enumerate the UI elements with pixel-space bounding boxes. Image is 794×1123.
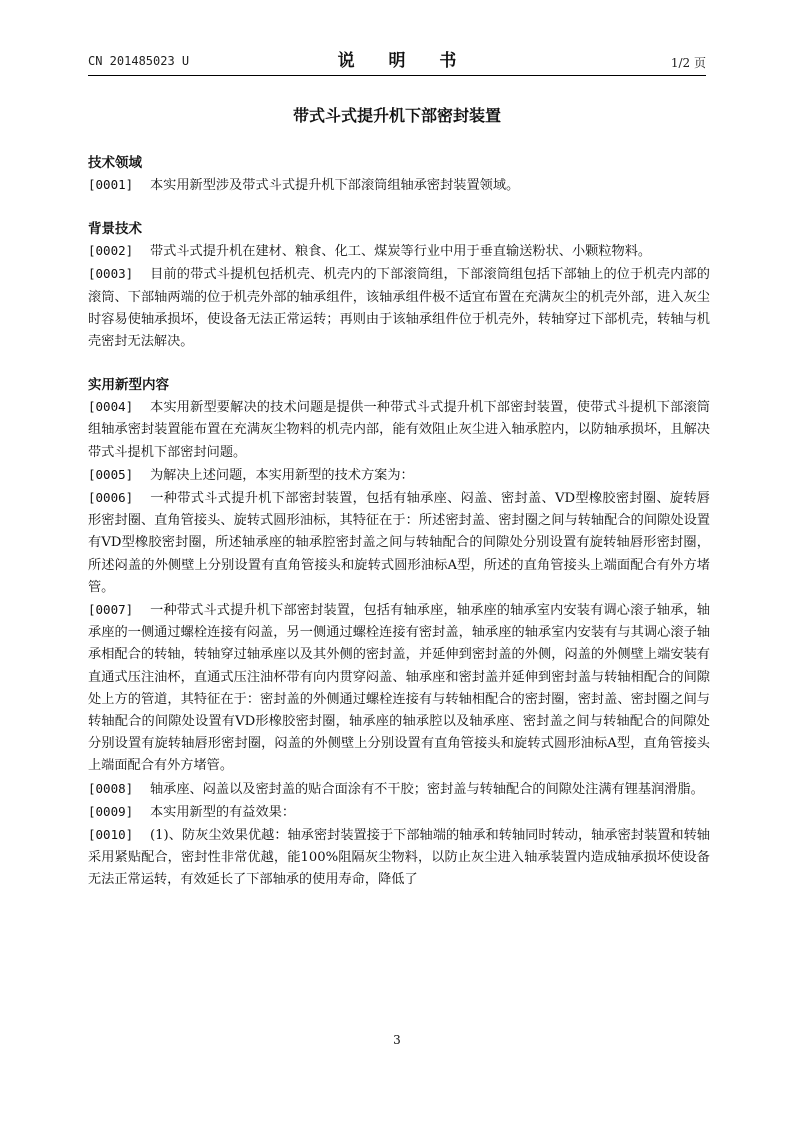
page-header xyxy=(88,46,706,72)
paragraph-id: [0003] xyxy=(88,266,134,282)
paragraph-id: [0006] xyxy=(88,490,134,506)
paragraph-text: 一种带式斗式提升机下部密封装置，包括有轴承座，轴承座的轴承室内安装有调心滚子轴承，轴承座的一侧通过螺栓连接有闷盖，另一侧通过螺栓连接有密封盖，轴承座的轴承室内安装有与其调心滚子轴承相配合的转轴，转轴穿过轴承座以及其外侧的密封盖，并延伸到密封盖的外侧，闷盖的外侧壁上端安装有直通式压注油杯，直通式压注油杯带有向内贯穿闷盖、轴承座和密封盖并延伸到密封盖与转轴相配合的间隙处上方的管道，其特征在于：密封盖的外侧通过螺栓连接有与转轴相配合的密封圈，密封盖、密封圈之间与转轴配合的间隙处设置有VD形橡胶密封圈，轴承座的轴承腔以及轴承座、密封盖之间与转轴配合的间隙处分别设置有旋转轴唇形密封圈，闷盖的外侧壁上分别设置有直角管接头和旋转式圆形油标A型，直角管接头上端面配合有外方堵管。 xyxy=(88,603,710,774)
paragraph-id: [0001] xyxy=(88,177,134,192)
paragraph-id: [0004] xyxy=(88,399,134,415)
page-indicator: 1/2 页 xyxy=(670,56,706,70)
paragraph-id: [0009] xyxy=(88,803,134,819)
paragraph-id: [0008] xyxy=(88,780,134,796)
section-heading: 实用新型内容 xyxy=(88,377,169,394)
document-body xyxy=(88,152,710,892)
paragraph-text: (1)、防灰尘效果优越：轴承密封装置接于下部轴端的轴承和转轴同时转动，轴承密封装置和转轴采用紧贴配合，密封性非常优越，能100%阻隔灰尘物料，以防止灰尘进入轴承装置内造成轴承损坏使设备无法正常运转，有效延长了下部轴承的使用寿命，降低了 xyxy=(88,828,710,888)
paragraph-text: 轴承座、闷盖以及密封盖的贴合面涂有不干胶；密封盖与转轴配合的间隙处注满有锂基润滑脂。 xyxy=(150,781,704,797)
section-heading: 技术领域 xyxy=(88,155,142,171)
paragraph-text: 目前的带式斗提机包括机壳、机壳内的下部滚筒组，下部滚筒组包括下部轴上的位于机壳内部的滚筒、下部轴两端的位于机壳外部的轴承组件，该轴承组件极不适宜布置在充满灰尘的机壳外部，进入灰尘时容易使轴承损坏，使设备无法正常运转；再则由于该轴承组件位于机壳外，转轴穿过下部机壳，转轴与机壳密封无法解决。 xyxy=(88,267,710,350)
document-title: 带式斗式提升机下部密封装置 xyxy=(292,106,501,125)
paragraph xyxy=(88,240,710,263)
page-number: 3 xyxy=(393,1033,401,1047)
paragraph xyxy=(88,824,710,892)
paragraph-id: [0005] xyxy=(88,466,134,482)
paragraph xyxy=(88,778,710,801)
paragraph xyxy=(88,174,710,197)
paragraph-id: [0002] xyxy=(88,243,134,259)
paragraph-id: [0007] xyxy=(88,602,134,618)
paragraph xyxy=(88,263,710,353)
paragraph xyxy=(88,801,710,824)
document-type: 说 明 书 xyxy=(337,51,471,71)
paragraph xyxy=(88,599,710,778)
paragraph xyxy=(88,487,710,599)
paragraph-text: 本实用新型要解决的技术问题是提供一种带式斗式提升机下部密封装置，使带式斗提机下部滚筒组轴承密封装置能布置在充满灰尘物料的机壳内部，能有效阻止灰尘进入轴承腔内，以防轴承损坏，且解决带式斗提机下部密封问题。 xyxy=(88,400,710,460)
paragraph-id: [0010] xyxy=(88,827,134,843)
document-number: CN 201485023 U xyxy=(88,54,190,68)
paragraph-text: 一种带式斗式提升机下部密封装置，包括有轴承座、闷盖、密封盖、VD型橡胶密封圈、旋转唇形密封圈、直角管接头、旋转式圆形油标，其特征在于：所述密封盖、密封圈之间与转轴配合的间隙处设置有VD型橡胶密封圈，所述轴承座的轴承腔密封盖之间与转轴配合的间隙处分别设置有旋转轴唇形密封圈，所述闷盖的外侧壁上分别设置有直角管接头和旋转式圆形油标A型，所述的直角管接头上端面配合有外方堵管。 xyxy=(88,491,710,595)
paragraph xyxy=(88,396,710,464)
paragraph-text: 本实用新型的有益效果： xyxy=(150,804,296,820)
section-heading: 背景技术 xyxy=(88,221,142,238)
paragraph-text: 本实用新型涉及带式斗式提升机下部滚筒组轴承密封装置领域。 xyxy=(150,178,520,193)
paragraph-text: 带式斗式提升机在建材、粮食、化工、煤炭等行业中用于垂直输送粉状、小颗粒物料。 xyxy=(150,244,652,260)
paragraph xyxy=(88,464,710,487)
paragraph-text: 为解决上述问题，本实用新型的技术方案为： xyxy=(150,467,414,483)
header-rule xyxy=(88,75,706,76)
